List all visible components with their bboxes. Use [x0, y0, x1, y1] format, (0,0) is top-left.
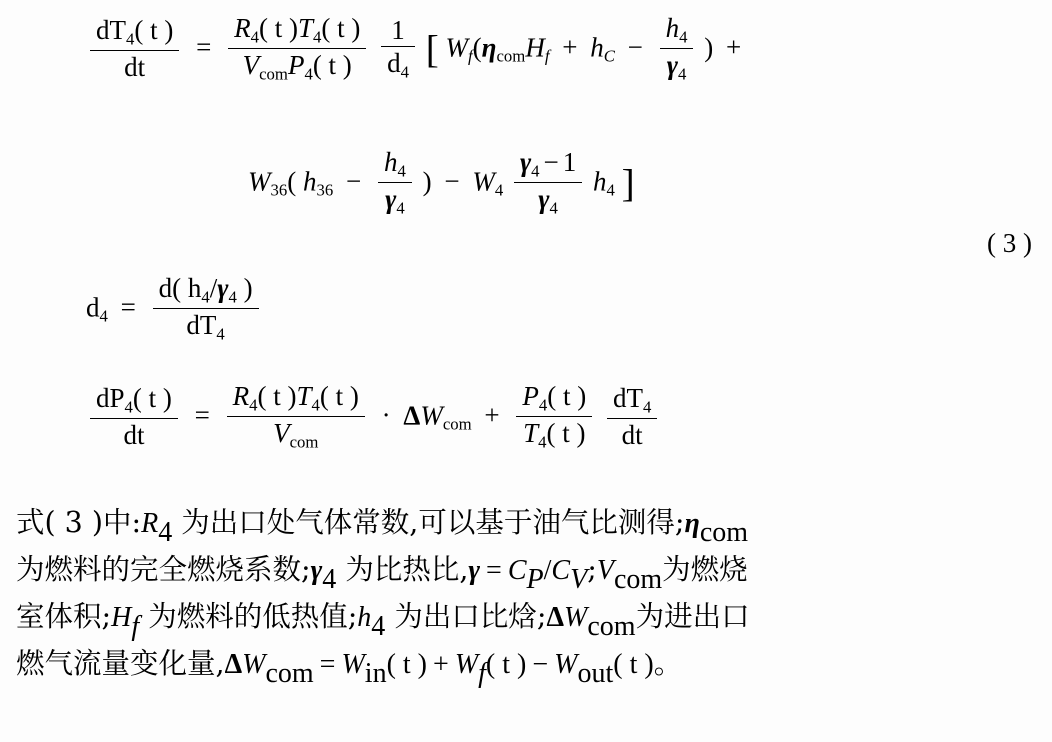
subscript-4: 4: [201, 287, 210, 307]
minus-sign-2: −: [444, 166, 460, 197]
dot-operator: ·: [381, 400, 391, 431]
paren-close: ): [236, 273, 253, 303]
var-gamma: γ: [385, 184, 397, 215]
delta-symbol-2: Δ: [224, 648, 243, 680]
var-R: R: [234, 13, 251, 43]
fraction-R4T4-over-Vcom: [227, 383, 365, 451]
dT: dT: [186, 310, 217, 341]
equation-3-line-3: [86, 273, 263, 344]
var-d: d: [387, 48, 401, 79]
arg-t: ( t ): [321, 13, 361, 43]
dP: dP: [96, 383, 125, 414]
var-gamma: γ: [310, 554, 323, 586]
arg-t: ( t ): [319, 381, 359, 411]
var-W-2: W: [242, 648, 266, 680]
subscript-4: 4: [549, 198, 558, 218]
var-W-f: W: [454, 648, 479, 680]
text-lower-heating-value: 为燃料的低热值;: [148, 599, 358, 633]
subscript-4: 4: [538, 395, 548, 415]
subscript-f: f: [544, 46, 550, 66]
subscript-4: 4: [322, 563, 337, 595]
subscript-4: 4: [158, 516, 173, 548]
plus-sign: +: [562, 32, 578, 63]
subscript-4: 4: [99, 306, 108, 326]
d-operator: dT: [96, 15, 126, 46]
text-chamber-volume: 室体积;: [16, 599, 112, 633]
var-W-out: W: [554, 648, 578, 680]
arg-t: ( t ): [132, 383, 172, 414]
arg-t-1: ( t ): [386, 648, 428, 680]
subscript-com: com: [613, 563, 663, 595]
equals-sign: =: [486, 554, 502, 586]
equation-number-3: ( 3 ): [987, 228, 1032, 258]
fraction-gamma4-minus-1-over-gamma4: [514, 149, 582, 217]
var-T: T: [523, 418, 539, 449]
arg-t: ( t ): [312, 50, 352, 81]
var-gamma: γ: [519, 147, 532, 177]
subscript-com: com: [587, 610, 636, 642]
var-gamma-2: γ: [468, 554, 481, 586]
body-line-4: [16, 641, 1038, 688]
minus-sign: −: [627, 32, 643, 63]
equation-3-line-4: [86, 381, 661, 452]
const-1: 1: [562, 147, 577, 177]
delta-symbol: Δ: [403, 400, 421, 431]
var-eta: η: [481, 32, 497, 63]
var-C-2: C: [551, 554, 571, 586]
subscript-4: 4: [304, 64, 313, 84]
text-combustion: 为燃烧: [662, 552, 748, 586]
period-mark: 。: [653, 646, 683, 680]
fraction-dT4-over-dt: [607, 385, 657, 449]
subscript-4: 4: [396, 198, 405, 218]
text-inlet-outlet: 为进出口: [635, 599, 750, 633]
dt-denominator: dt: [124, 52, 146, 83]
subscript-36: 36: [316, 180, 334, 200]
var-C: C: [507, 554, 527, 586]
var-V: V: [596, 554, 614, 586]
bracket-close: ]: [621, 162, 635, 206]
subscript-4: 4: [126, 29, 135, 49]
var-h4: h: [593, 166, 607, 197]
var-h36: h: [302, 166, 317, 197]
var-h: h: [357, 601, 372, 633]
var-gamma: γ: [538, 184, 550, 215]
text-exit-gas-constant: 为出口处气体常数,可以基于油气比测得;: [181, 506, 685, 539]
subscript-4: 4: [250, 27, 259, 47]
numerator-1: 1: [391, 15, 405, 46]
subscript-4: 4: [124, 397, 133, 417]
delta-symbol: Δ: [546, 601, 565, 633]
subscript-f: f: [131, 610, 140, 642]
slash: /: [543, 554, 552, 586]
var-W36: W: [248, 166, 271, 197]
subscript-C: C: [603, 46, 615, 66]
var-H: H: [111, 601, 132, 633]
var-W: W: [445, 32, 469, 63]
var-h: h: [665, 13, 680, 43]
arg-t: ( t ): [547, 381, 587, 411]
var-T: T: [297, 13, 313, 43]
derivative-dT4-dt: [90, 17, 179, 81]
var-eta: η: [684, 508, 700, 539]
var-h: h: [383, 147, 398, 177]
text-specific-heat-ratio: 为比热比,: [345, 552, 469, 586]
dt: dt: [621, 420, 643, 451]
paren-open: (: [472, 32, 482, 63]
derivative-dP4-dt: [90, 385, 178, 449]
subscript-out: out: [577, 657, 614, 689]
minus-sign: −: [345, 166, 362, 197]
subscript-com: com: [699, 516, 749, 548]
text-flow-change: 燃气流量变化量,: [16, 646, 225, 680]
equation-3-line-1: [86, 13, 747, 84]
arg-t: ( t ): [546, 418, 586, 449]
var-gamma: γ: [217, 273, 229, 303]
fraction-h4-over-gamma4: [378, 149, 412, 217]
subscript-4: 4: [679, 27, 688, 47]
var-P: P: [522, 381, 539, 411]
subscript-4: 4: [397, 161, 406, 181]
text-exit-enthalpy: 为出口比焓;: [394, 599, 547, 633]
bracket-open: [: [425, 28, 439, 72]
plus-sign-2: +: [725, 32, 742, 63]
var-H: H: [525, 32, 545, 63]
fraction-R4T4-over-VcomP4: [228, 15, 366, 83]
subscript-4: 4: [677, 64, 687, 84]
text-intro: 式( 3 )中:: [16, 506, 142, 539]
arg-t-3: ( t ): [613, 648, 654, 680]
var-R: R: [232, 381, 250, 411]
subscript-com: com: [496, 46, 526, 66]
subscript-f: f: [478, 657, 486, 689]
paren-close: ): [422, 166, 432, 197]
var-d: d: [86, 292, 100, 323]
fraction-P4-over-T4: [516, 383, 592, 451]
subscript-4: 4: [538, 432, 547, 452]
var-W: W: [564, 601, 588, 633]
plus-sign: +: [433, 648, 449, 680]
fraction-dh4-gamma4-over-dT4: [153, 275, 259, 343]
arg-t: ( t ): [134, 15, 174, 46]
var-W4: W: [472, 166, 495, 197]
subscript-4: 4: [531, 161, 540, 181]
subscript-4: 4: [606, 180, 615, 200]
body-paragraph: [16, 500, 1038, 688]
subscript-4: 4: [228, 287, 237, 307]
subscript-V: V: [570, 563, 588, 595]
var-W: W: [420, 400, 443, 431]
subscript-4: 4: [400, 62, 409, 82]
subscript-4: 4: [216, 324, 225, 344]
d-open-h: d( h: [158, 273, 202, 303]
subscript-4: 4: [494, 180, 504, 200]
arg-t-2: ( t ): [485, 648, 527, 680]
fraction-h4-over-gamma4: [660, 15, 694, 83]
subscript-com: com: [259, 64, 288, 84]
semicolon-1: ;: [587, 552, 597, 586]
equals-sign-2: =: [319, 648, 336, 680]
slash: /: [209, 273, 218, 303]
var-V: V: [273, 418, 290, 449]
var-gamma: γ: [666, 50, 678, 81]
var-T: T: [296, 381, 312, 411]
equals-sign: =: [120, 292, 136, 323]
minus-sign: −: [543, 147, 559, 177]
subscript-com: com: [289, 432, 319, 452]
paren-open: (: [287, 166, 297, 197]
subscript-in: in: [364, 657, 387, 689]
var-P: P: [287, 50, 305, 81]
equals-sign: =: [194, 400, 210, 431]
text-combustion-coefficient: 为燃料的完全燃烧系数;: [16, 552, 311, 586]
equals-sign: =: [196, 32, 212, 63]
minus-sign: −: [532, 648, 549, 680]
dt: dt: [123, 420, 145, 451]
subscript-4: 4: [642, 397, 652, 417]
body-line-2: [16, 547, 1038, 594]
subscript-4: 4: [371, 610, 386, 642]
subscript-com: com: [442, 414, 472, 434]
subscript-com: com: [265, 657, 314, 689]
subscript-4: 4: [312, 27, 322, 47]
body-line-1: [16, 500, 1038, 547]
paren-close: ): [704, 32, 714, 63]
plus-sign: +: [484, 400, 500, 431]
subscript-4: 4: [311, 395, 320, 415]
var-h: h: [590, 32, 604, 63]
dT: dT: [612, 383, 643, 414]
subscript-4: 4: [249, 395, 258, 415]
var-R: R: [141, 508, 159, 539]
arg-t: ( t ): [257, 381, 297, 411]
arg-t: ( t ): [258, 13, 298, 43]
var-V: V: [242, 50, 260, 81]
subscript-f: f: [468, 46, 473, 66]
subscript-36: 36: [270, 180, 288, 200]
var-W-in: W: [341, 648, 365, 680]
equation-3-line-2: [248, 147, 635, 218]
body-line-3: [16, 594, 1038, 641]
fraction-1-over-d4: [381, 17, 415, 81]
subscript-P: P: [526, 563, 544, 595]
